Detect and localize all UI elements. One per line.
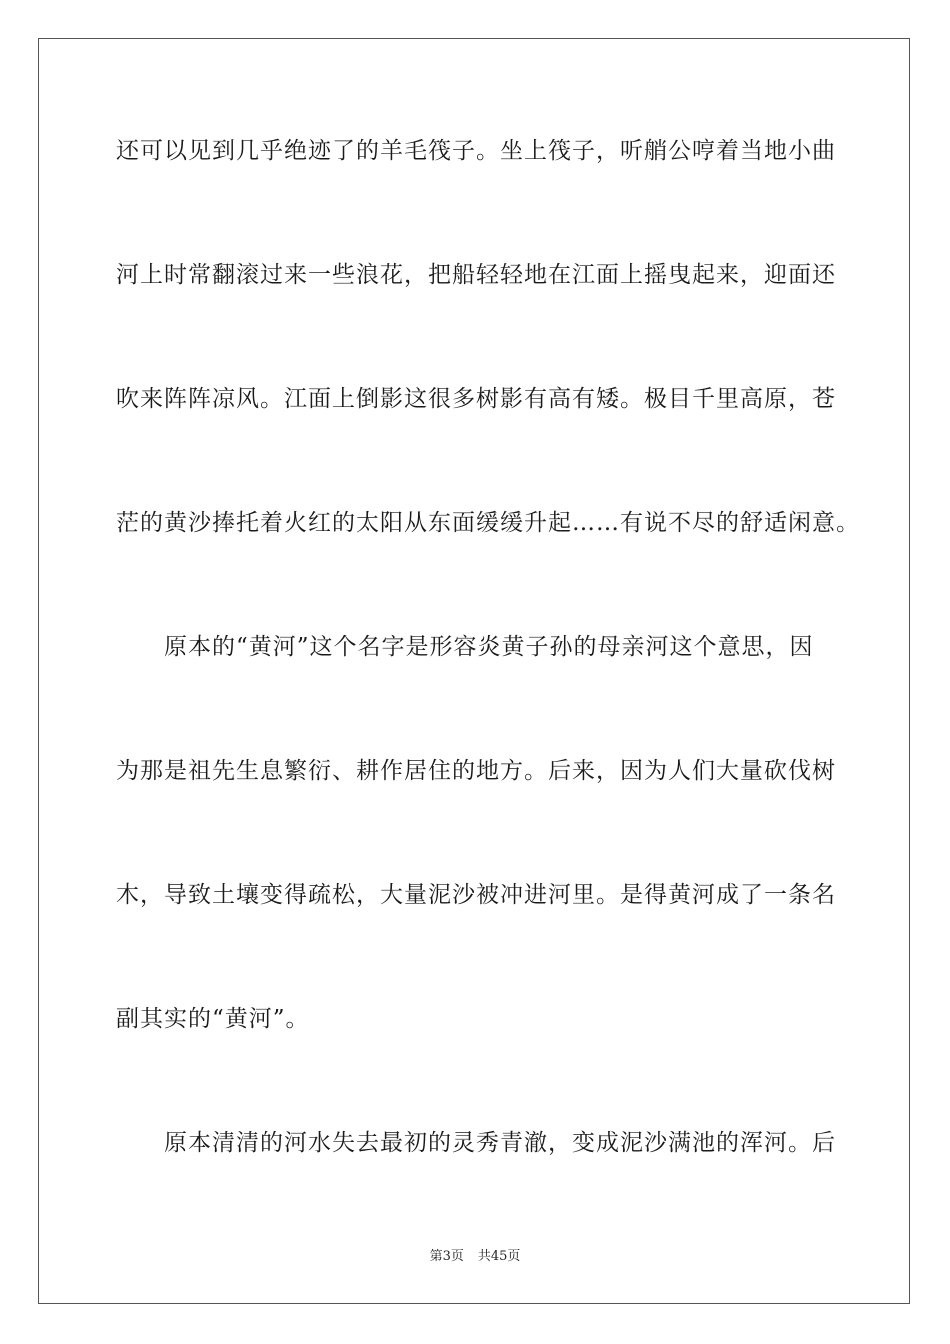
paragraph-start-line: 原本清清的河水失去最初的灵秀青澈，变成泥沙满池的浑河。后 <box>164 1130 836 1156</box>
page-footer <box>0 1249 950 1265</box>
text-line: 为那是祖先生息繁衍、耕作居住的地方。后来，因为人们大量砍伐树 <box>116 758 836 784</box>
text-line: 副其实的“黄河”。 <box>116 1006 310 1032</box>
page-number: 第3页 <box>429 1249 464 1264</box>
text-line: 木，导致土壤变得疏松，大量泥沙被冲进河里。是得黄河成了一条名 <box>116 882 836 908</box>
page-total: 共45页 <box>477 1249 521 1264</box>
text-line: 河上时常翻滚过来一些浪花，把船轻轻地在江面上摇曳起来，迎面还 <box>116 262 836 288</box>
text-line: 茫的黄沙捧托着火红的太阳从东面缓缓升起……有说不尽的舒适闲意。 <box>116 510 860 536</box>
paragraph-start-line: 原本的“黄河”这个名字是形容炎黄子孙的母亲河这个意思，因 <box>164 634 814 660</box>
text-line: 吹来阵阵凉风。江面上倒影这很多树影有高有矮。极目千里高原，苍 <box>116 386 836 412</box>
text-line: 还可以见到几乎绝迹了的羊毛筏子。坐上筏子，听艄公哼着当地小曲 <box>116 138 836 164</box>
page-frame <box>38 38 910 1304</box>
